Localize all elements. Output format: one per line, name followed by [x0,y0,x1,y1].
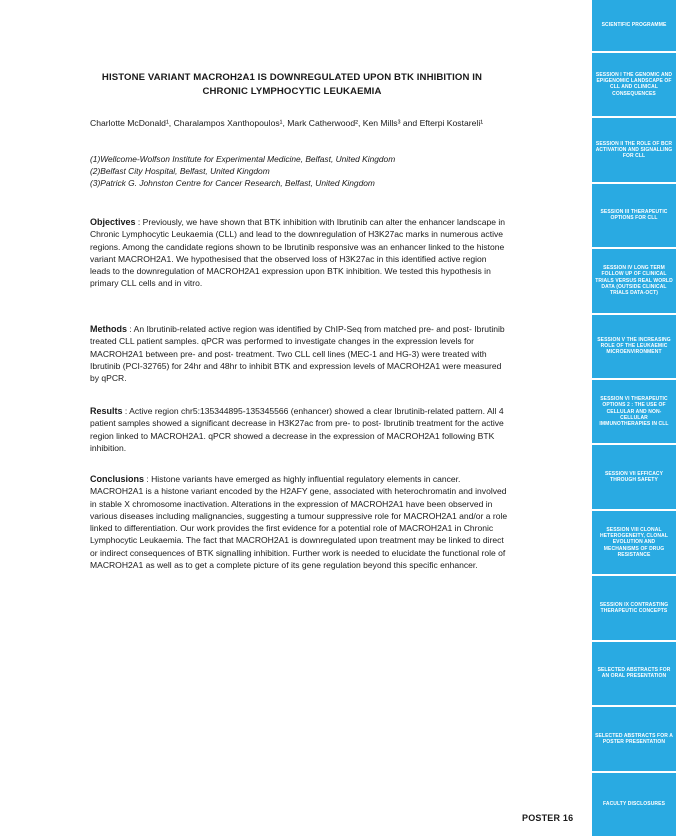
sidebar-item-session-5[interactable]: SESSION V THE INCREASING ROLE OF THE LEUKAEMIC MICROENVIRONMENT [592,315,676,378]
sidebar-item-session-9[interactable]: SESSION IX CONTRASTING THERAPEUTIC CONCEPTS [592,576,676,639]
objectives-text: : Previously, we have shown that BTK inhibition with Ibrutinib can alter the enhancer landscape in Chronic Lymphocytic Leukaemia (CLL) and lead to the downregulation of H3K27ac marks in numerous active regions. Among the candidate regions shown to be Ibrutinib responsive was an enhancer linked to the histone variant MACROH2A1. We hypothesised that the observed loss of H3K27ac in this identified active region leads to the downregulation of MACROH2A1 expression upon BTK inhibition. We tested this hypothesis in primary CLL cells and in vitro. [90,217,505,289]
poster-number-label: POSTER 16 [522,813,574,823]
methods-text: : An Ibrutinib-related active region was identified by ChIP-Seq from matched pre- and post- Ibrutinib treated CLL patient samples. qPCR was performed to investigate changes in the expression levels for MACROH2A1 between pre- and post- treatment. Two CLL cell lines (MEC-1 and HG-3) were treated with Ibrutinib (PCI-32765) for 24hr and 48hr to inhibit BTK and expression levels of MACROH2A1 were measured by qPCR. [90,324,505,384]
sidebar-item-session-8[interactable]: SESSION VIII CLONAL HETEROGENEITY, CLONAL EVOLUTION AND MECHANISMS OF DRUG RESISTANCE [592,511,676,574]
sidebar-item-oral-abstracts[interactable]: SELECTED ABSTRACTS FOR AN ORAL PRESENTATION [592,642,676,705]
objectives-heading: Objectives [90,217,136,227]
methods-heading: Methods [90,324,127,334]
sidebar-item-poster-abstracts[interactable]: SELECTED ABSTRACTS FOR A POSTER PRESENTATION [592,707,676,770]
sidebar-item-scientific-programme[interactable]: SCIENTIFIC PROGRAMME [592,0,676,51]
author-list: Charlotte McDonald¹, Charalampos Xanthopoulos¹, Mark Catherwood², Ken Mills³ and Efterpi Kostareli¹ [90,118,484,128]
objectives-section [90,216,508,290]
sidebar-item-session-4[interactable]: SESSION IV LONG TERM FOLLOW UP OF CLINICAL TRIALS VERSUS REAL WORLD DATA (OUTSIDE CLINICAL TRIALS DATA-OCT) [592,249,676,312]
conclusions-heading: Conclusions [90,474,145,484]
affiliation-2: (2)Belfast City Hospital, Belfast, United Kingdom [90,166,270,176]
sidebar-item-session-1[interactable]: SESSION I THE GENOMIC AND EPIGENOMIC LANDSCAPE OF CLL AND CLINICAL CONSEQUENCES [592,53,676,116]
abstract-title: HISTONE VARIANT MACROH2A1 IS DOWNREGULATED UPON BTK INHIBITION IN CHRONIC LYMPHOCYTIC LEUKAEMIA [101,72,483,97]
sidebar-item-session-3[interactable]: SESSION III THERAPEUTIC OPTIONS FOR CLL [592,184,676,247]
conclusions-section [90,473,508,571]
sidebar-item-session-6[interactable]: SESSION VI THERAPEUTIC OPTIONS 2 : THE USE OF CELLULAR AND NON-CELLULAR IMMUNOTHERAPIES IN CLL [592,380,676,443]
affiliation-list [90,153,510,189]
results-text: : Active region chr5:135344895-135345566 (enhancer) showed a clear Ibrutinib-related pattern. All 4 patient samples showed a significant decrease in H3K27ac from pre- to post- Ibrutinib treatment for the active region linked to MACROH2A1. qPCR showed a decrease in the expression of MACROH2A1 following BTK inhibition. [90,406,504,453]
affiliation-3: (3)Patrick G. Johnston Centre for Cancer Research, Belfast, United Kingdom [90,178,375,188]
conclusions-text: : Histone variants have emerged as highly influential regulatory elements in cancer. MACROH2A1 is a histone variant encoded by the H2AFY gene, associated with heterochromatin and involved in stable X chromosome inactivation. Alterations in the expression of MACROH2A1 have been observed in various diseases including malignancies, suggesting a tumour suppressive role for MACROH2A1 and/or a role linked to differentiation. Our work provides the first evidence for a potential role of MACROH2A1 in Chronic Lymphocytic Leukaemia. The fact that MACROH2A1 is downregulated upon treatment may be linked to direct or indirect consequences of BTK signalling inhibition. Further work is needed to elucidate the functional role of MACROH2A1 as well as to get a complete picture of its gene regulation beyond this specific enhancer. [90,474,508,571]
affiliation-1: (1)Wellcome-Wolfson Institute for Experimental Medicine, Belfast, United Kingdom [90,154,396,164]
results-section [90,405,508,454]
results-heading: Results [90,406,123,416]
sidebar-item-session-2[interactable]: SESSION II THE ROLE OF BCR ACTIVATION AND SIGNALLING FOR CLL [592,118,676,181]
session-sidebar [592,0,676,836]
sidebar-item-faculty-disclosures[interactable]: FACULTY DISCLOSURES [592,773,676,836]
sidebar-item-session-7[interactable]: SESSION VII EFFICACY THROUGH SAFETY [592,445,676,508]
methods-section [90,323,508,384]
